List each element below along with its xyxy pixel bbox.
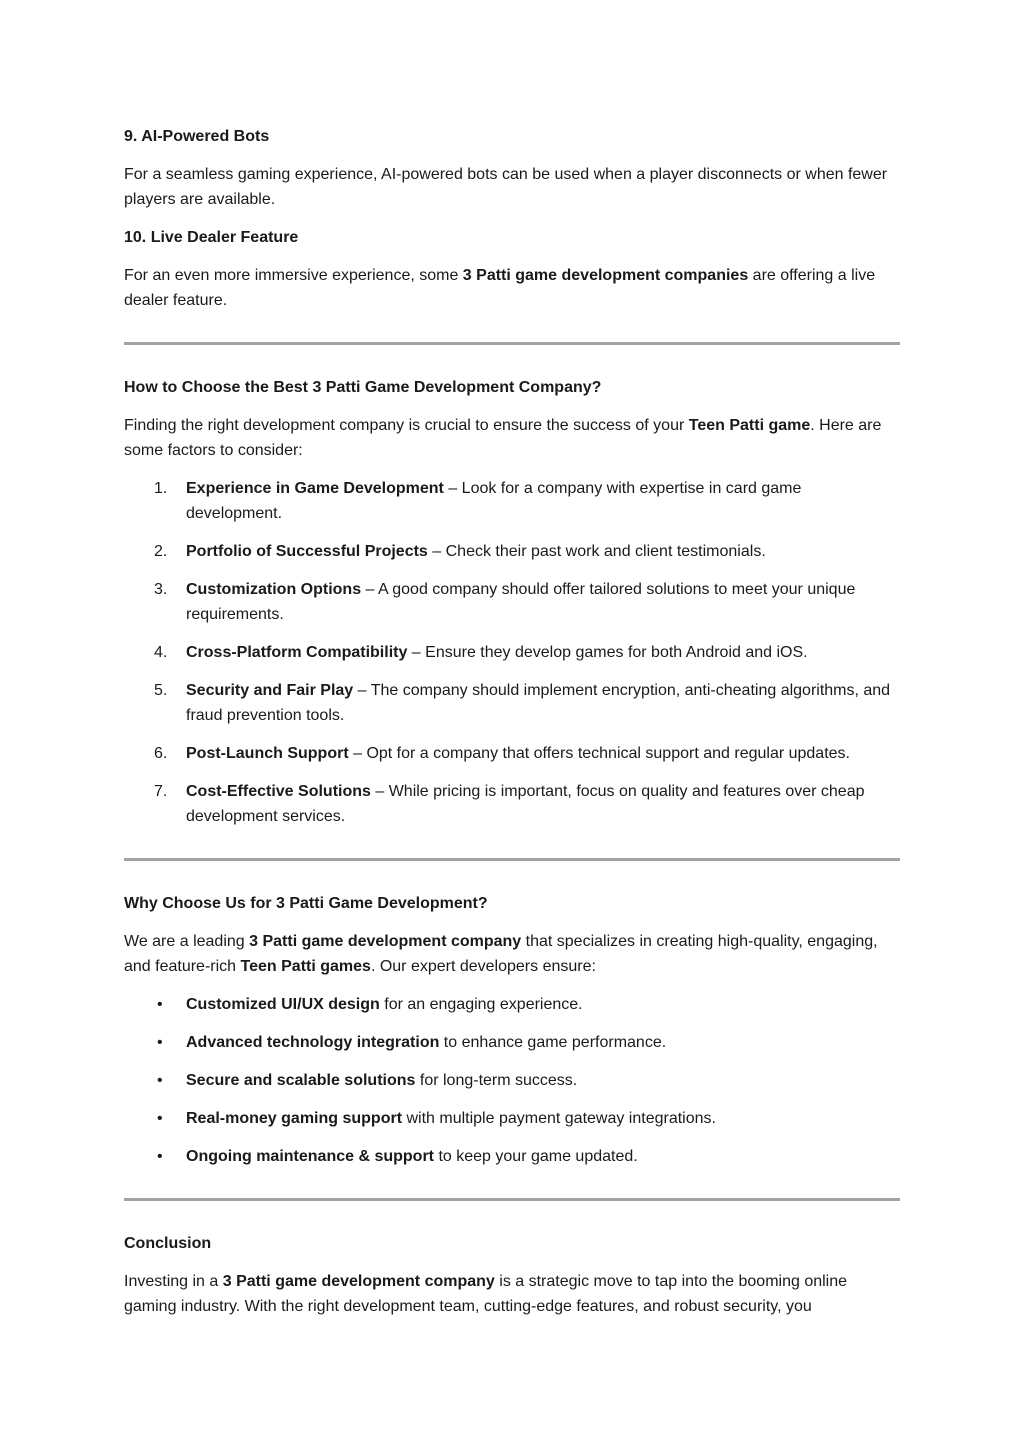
why-benefits-list xyxy=(124,992,900,1169)
horizontal-divider xyxy=(124,342,900,345)
section-10-text: For an even more immersive experience, some 3 Patti game development companies are offering a live dealer feature. xyxy=(124,267,876,309)
why-heading: Why Choose Us for 3 Patti Game Development? xyxy=(124,895,488,912)
choose-factors-list xyxy=(124,476,900,829)
list-item: 2. Portfolio of Successful Projects – Check their past work and client testimonials. xyxy=(154,543,766,560)
list-item: 3. Customization Options – A good company should offer tailored solutions to meet your unique requirements. xyxy=(154,581,856,623)
list-item: • Ongoing maintenance & support to keep your game updated. xyxy=(124,1144,900,1169)
bullet-icon: • xyxy=(157,1034,163,1051)
choose-heading: How to Choose the Best 3 Patti Game Development Company? xyxy=(124,379,602,396)
conclusion-text: Investing in a 3 Patti game development company is a strategic move to tap into the booming online gaming industry. With the right development team, cutting-edge features, and robust security, you xyxy=(124,1273,848,1315)
list-item: 6. Post-Launch Support – Opt for a company that offers technical support and regular updates. xyxy=(154,745,850,762)
section-9-text: For a seamless gaming experience, AI-powered bots can be used when a player disconnects or when fewer players are available. xyxy=(124,166,888,208)
choose-intro: Finding the right development company is crucial to ensure the success of your Teen Patti game. Here are some factors to consider: xyxy=(124,417,882,459)
list-item: 7. Cost-Effective Solutions – While pricing is important, focus on quality and features over cheap development services. xyxy=(154,783,865,825)
section-10-heading: 10. Live Dealer Feature xyxy=(124,229,299,246)
horizontal-divider xyxy=(124,858,900,861)
list-item: • Advanced technology integration to enhance game performance. xyxy=(124,1030,900,1055)
horizontal-divider xyxy=(124,1198,900,1201)
bullet-icon: • xyxy=(157,1110,163,1127)
document-content xyxy=(124,124,900,1332)
why-intro: We are a leading 3 Patti game development company that specializes in creating high-quality, engaging, and feature-rich Teen Patti games. Our expert developers ensure: xyxy=(124,933,878,975)
list-item: 5. Security and Fair Play – The company should implement encryption, anti-cheating algorithms, and fraud prevention tools. xyxy=(154,682,891,724)
list-item: 4. Cross-Platform Compatibility – Ensure they develop games for both Android and iOS. xyxy=(154,644,808,661)
bullet-icon: • xyxy=(157,996,163,1013)
bullet-icon: • xyxy=(157,1148,163,1165)
list-item: • Secure and scalable solutions for long-term success. xyxy=(124,1068,900,1093)
list-item: • Real-money gaming support with multiple payment gateway integrations. xyxy=(124,1106,900,1131)
bullet-icon: • xyxy=(157,1072,163,1089)
list-item: • Customized UI/UX design for an engaging experience. xyxy=(124,992,900,1017)
conclusion-heading: Conclusion xyxy=(124,1235,212,1252)
section-9-heading: 9. AI-Powered Bots xyxy=(124,128,270,145)
list-item: 1. Experience in Game Development – Look for a company with expertise in card game development. xyxy=(154,480,802,522)
